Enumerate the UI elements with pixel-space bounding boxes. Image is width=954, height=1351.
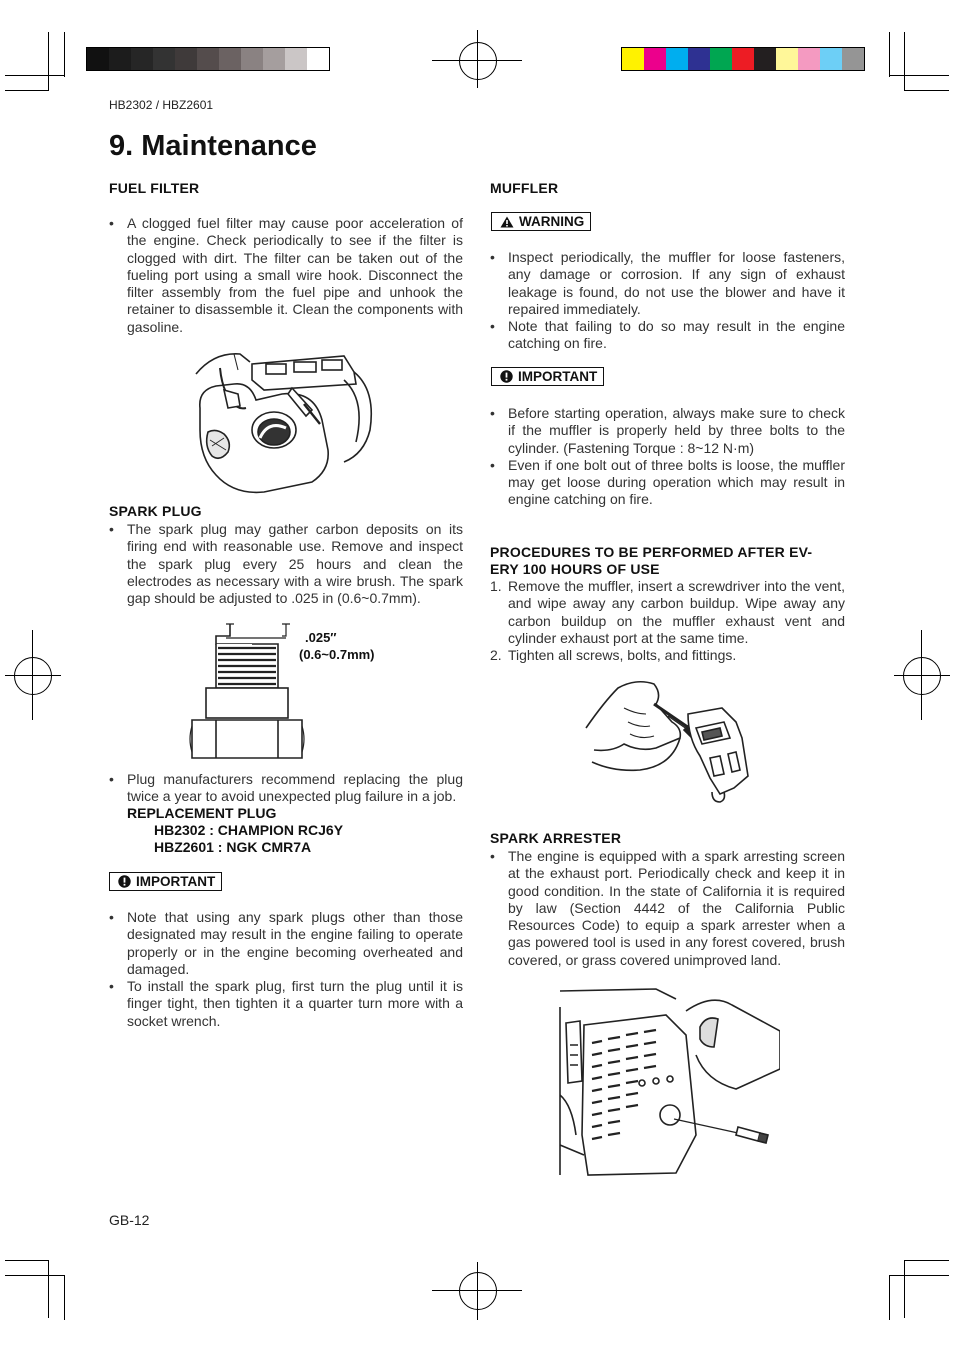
spark-arrester-bullet: The engine is equipped with a spark arresting screen at the exhaust port. Periodically check and keep it in good condition. In the state of California it is required by law (Section 4442 of the California Public Resources Code) to equip a spark arrester when a gas powered tool is used in any forest covered, brush covered, or grass covered unimproved land. <box>508 848 845 968</box>
spark-plug-text: • The spark plug may gather carbon deposits on its firing end with reasonable use. Remove and inspect the spark plug every 25 hours and clean the electrodes as necessary with a wire brush. The spark gap should be adjusted to .025 in (0.6~0.7mm). <box>109 521 463 607</box>
gray-swatch-6 <box>197 48 219 70</box>
color-calibration-bar <box>621 47 865 71</box>
color-swatch-6 <box>732 48 754 70</box>
gray-swatch-10 <box>285 48 307 70</box>
spark-arrester-heading: SPARK ARRESTER <box>490 830 622 846</box>
gray-swatch-7 <box>219 48 241 70</box>
page-number: GB-12 <box>109 1212 150 1228</box>
procedures-heading: PROCEDURES TO BE PERFORMED AFTER EV- ERY 100 HOURS OF USE <box>490 544 813 577</box>
exclamation-circle-icon <box>118 875 131 888</box>
warning-triangle-icon <box>500 216 514 228</box>
gray-swatch-1 <box>87 48 109 70</box>
replacement-plug-heading: REPLACEMENT PLUG <box>127 805 277 821</box>
spark-arrester-illustration <box>556 985 780 1180</box>
replacement-plug-hb2302: HB2302 : CHAMPION RCJ6Y <box>154 822 344 838</box>
gray-swatch-5 <box>175 48 197 70</box>
gray-swatch-4 <box>153 48 175 70</box>
muffler-heading: MUFFLER <box>490 180 559 196</box>
color-swatch-11 <box>842 48 864 70</box>
gray-swatch-8 <box>241 48 263 70</box>
spark-gap-label-mm: (0.6~0.7mm) <box>299 647 375 662</box>
spark-arrester-text: • The engine is equipped with a spark arresting screen at the exhaust port. Periodically check and keep it in good condition. In the state of California it is required by law (Section 4442 of the California Public Resources Code) to equip a spark arrester when a gas powered tool is used in any forest covered, brush covered, or grass covered unimproved land. <box>490 848 845 968</box>
replacement-plug-hbz2601: HBZ2601 : NGK CMR7A <box>154 839 312 855</box>
grayscale-calibration-bar <box>86 47 330 71</box>
muffler-warning-1: Inspect periodically, the muffler for loose fasteners, any damage or corrosion. If any sign of exhaust leakage is found, do not use the blower and have it repaired immediately. <box>508 249 845 317</box>
plug-replacement-text: • Plug manufacturers recommend replacing the plug twice a year to avoid unexpected plug failure in a job. <box>109 771 463 805</box>
model-header: HB2302 / HBZ2601 <box>109 98 214 112</box>
color-swatch-9 <box>798 48 820 70</box>
muffler-warning-text: • Inspect periodically, the muffler for loose fasteners, any damage or corrosion. If any sign of exhaust leakage is found, do not use the blower and have it repaired immediately. • Note that failing to do so may result in the engine catching on fire. <box>490 249 845 352</box>
exclamation-circle-icon <box>500 370 513 383</box>
color-swatch-8 <box>776 48 798 70</box>
procedures-list: 1. Remove the muffler, insert a screwdriver into the vent, and wipe away any carbon buildup. Wipe away any carbon buildup on the muffler exhaust vent and cylinder exhaust port at the same time. 2. Tighten all screws, bolts, and fittings. <box>490 578 845 664</box>
spark-plug-important-2: To install the spark plug, first turn the plug until it is finger tight, then tighten it a quarter turn more with a socket wrench. <box>127 978 463 1029</box>
color-swatch-2 <box>644 48 666 70</box>
muffler-important-text: • Before starting operation, always make sure to check if the muffler is properly held by three bolts to the cylinder. (Fastening Torque : 8~12 N·m) • Even if one bolt out of three bolts is loose, the muffler may get loose during operation which may result in engine catching on fire. <box>490 405 845 508</box>
spark-plug-illustration <box>186 618 306 763</box>
fuel-filter-bullet: A clogged fuel filter may cause poor acceleration of the engine. Check periodically to see if the filter is clogged with dirt. The filter can be taken out of the fueling port using a small wire hook. Disconnect the filter assembly from the fuel pipe and unhook the retainer to disassemble it. Clean the components with gasoline. <box>127 215 463 335</box>
color-swatch-7 <box>754 48 776 70</box>
muffler-warning-2: Note that failing to do so may result in the engine catching on fire. <box>508 318 845 352</box>
spark-plug-heading: SPARK PLUG <box>109 503 202 519</box>
color-swatch-3 <box>666 48 688 70</box>
spark-plug-bullet-2: Plug manufacturers recommend replacing the plug twice a year to avoid unexpected plug failure in a job. <box>127 771 463 805</box>
muffler-important-1: Before starting operation, always make sure to check if the muffler is properly held by three bolts to the cylinder. (Fastening Torque : 8~12 N·m) <box>508 405 845 456</box>
muffler-important-2: Even if one bolt out of three bolts is loose, the muffler may get loose during operation which may result in engine catching on fire. <box>508 456 845 508</box>
gray-swatch-2 <box>109 48 131 70</box>
muffler-cleaning-illustration <box>584 678 754 804</box>
spark-plug-important-1: Note that using any spark plugs other than those designated may result in the engine failing to operate properly or in the engine becoming overheated and damaged. <box>127 909 463 977</box>
color-swatch-1 <box>622 48 644 70</box>
procedures-step-2: Tighten all screws, bolts, and fittings. <box>508 647 737 664</box>
fuel-filter-illustration <box>194 350 376 495</box>
procedures-step-1: Remove the muffler, insert a screwdriver into the vent, and wipe away any carbon buildup. Wipe away any carbon buildup on the muffler exhaust vent and cylinder exhaust port at the same time. <box>508 578 845 646</box>
fuel-filter-heading: FUEL FILTER <box>109 180 200 196</box>
spark-gap-label-in: .025″ <box>305 630 337 645</box>
color-swatch-5 <box>710 48 732 70</box>
spark-plug-bullet-1: The spark plug may gather carbon deposits on its firing end with reasonable use. Remove and inspect the spark plug every 25 hours and clean the electrodes as necessary with a wire brush. The spark gap should be adjusted to .025 in (0.6~0.7mm). <box>127 521 463 607</box>
gray-swatch-9 <box>263 48 285 70</box>
color-swatch-4 <box>688 48 710 70</box>
gray-swatch-3 <box>131 48 153 70</box>
spark-plug-important-text: • Note that using any spark plugs other than those designated may result in the engine failing to operate properly or in the engine becoming overheated and damaged. • To install the spark plug, first turn the plug until it is finger tight, then tighten it a quarter turn more with a socket wrench. <box>109 909 463 1029</box>
fuel-filter-text: • A clogged fuel filter may cause poor acceleration of the engine. Check periodically to see if the filter is clogged with dirt. The filter can be taken out of the fueling port using a small wire hook. Disconnect the filter assembly from the fuel pipe and unhook the retainer to disassemble it. Clean the components with gasoline. <box>109 215 463 335</box>
important-label-muffler: IMPORTANT <box>491 367 604 386</box>
important-label-spark-plug: IMPORTANT <box>109 872 222 891</box>
warning-label-muffler: WARNING <box>491 212 591 231</box>
color-swatch-10 <box>820 48 842 70</box>
page-title: 9. Maintenance <box>109 130 317 162</box>
gray-swatch-11 <box>307 48 329 70</box>
